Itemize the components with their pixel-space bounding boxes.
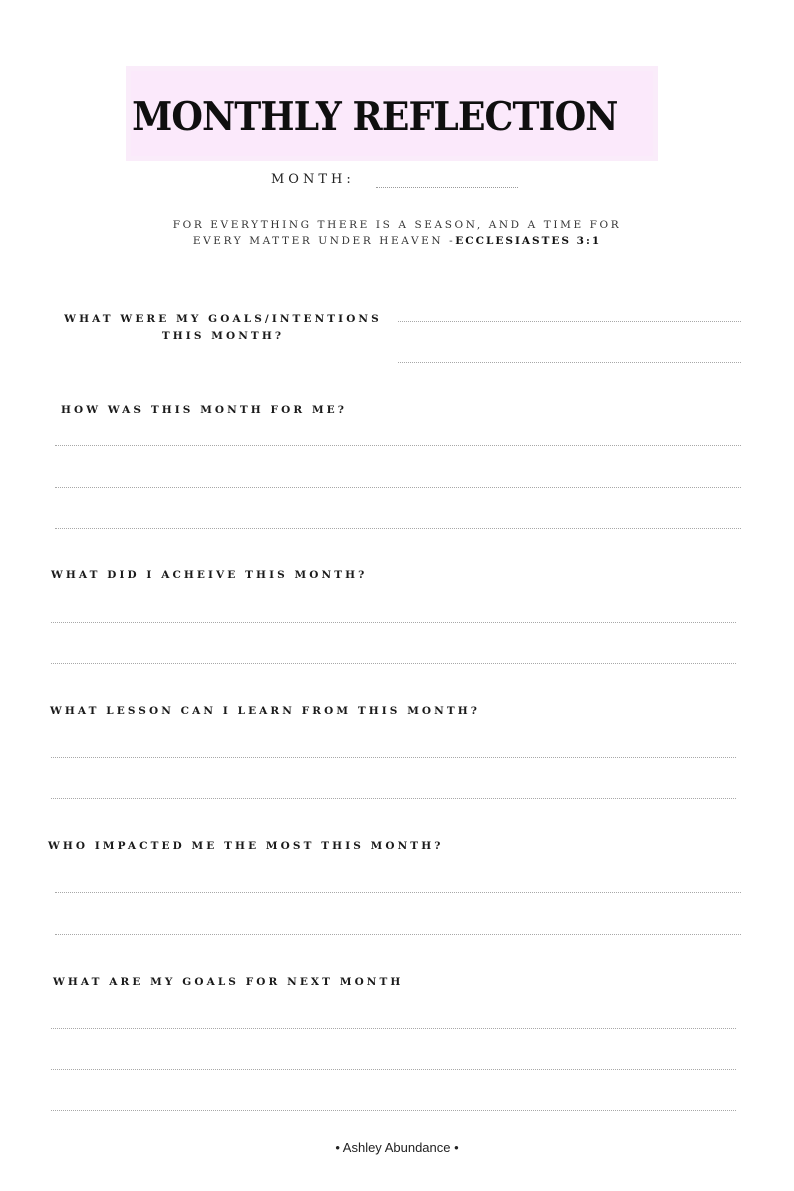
answer-line[interactable] (51, 1110, 736, 1111)
quote-citation: ECCLESIASTES 3:1 (455, 235, 602, 247)
answer-line[interactable] (55, 445, 741, 446)
answer-line[interactable] (55, 892, 741, 893)
question-next-goals: WHAT ARE MY GOALS FOR NEXT MONTH (53, 976, 404, 988)
answer-line[interactable] (51, 798, 736, 799)
quote-line-2: EVERY MATTER UNDER HEAVEN -ECCLESIASTES 3:1 (192, 235, 602, 247)
answer-line[interactable] (398, 321, 741, 322)
question-goals-intentions: WHAT WERE MY GOALS/INTENTIONS THIS MONTH? (64, 313, 382, 342)
footer-brand: • Ashley Abundance • (335, 1140, 459, 1155)
month-label: MONTH: (271, 172, 355, 187)
answer-line[interactable] (51, 757, 736, 758)
answer-line[interactable] (51, 1028, 736, 1029)
question-lesson: WHAT LESSON CAN I LEARN FROM THIS MONTH? (50, 705, 481, 717)
month-input-line[interactable] (376, 187, 518, 188)
answer-line[interactable] (398, 362, 741, 363)
answer-line[interactable] (51, 622, 736, 623)
answer-line[interactable] (55, 487, 741, 488)
question-achievements: WHAT DID I ACHEIVE THIS MONTH? (51, 569, 368, 581)
answer-line[interactable] (51, 1069, 736, 1070)
answer-line[interactable] (51, 663, 736, 664)
question-impact: WHO IMPACTED ME THE MOST THIS MONTH? (48, 840, 444, 852)
answer-line[interactable] (55, 528, 741, 529)
answer-line[interactable] (55, 934, 741, 935)
question-how-was-month: HOW WAS THIS MONTH FOR ME? (61, 404, 348, 416)
page-title: MONTHLY REFLECTION (132, 94, 618, 140)
quote-line-1: FOR EVERYTHING THERE IS A SEASON, AND A TIME FOR (172, 219, 622, 231)
